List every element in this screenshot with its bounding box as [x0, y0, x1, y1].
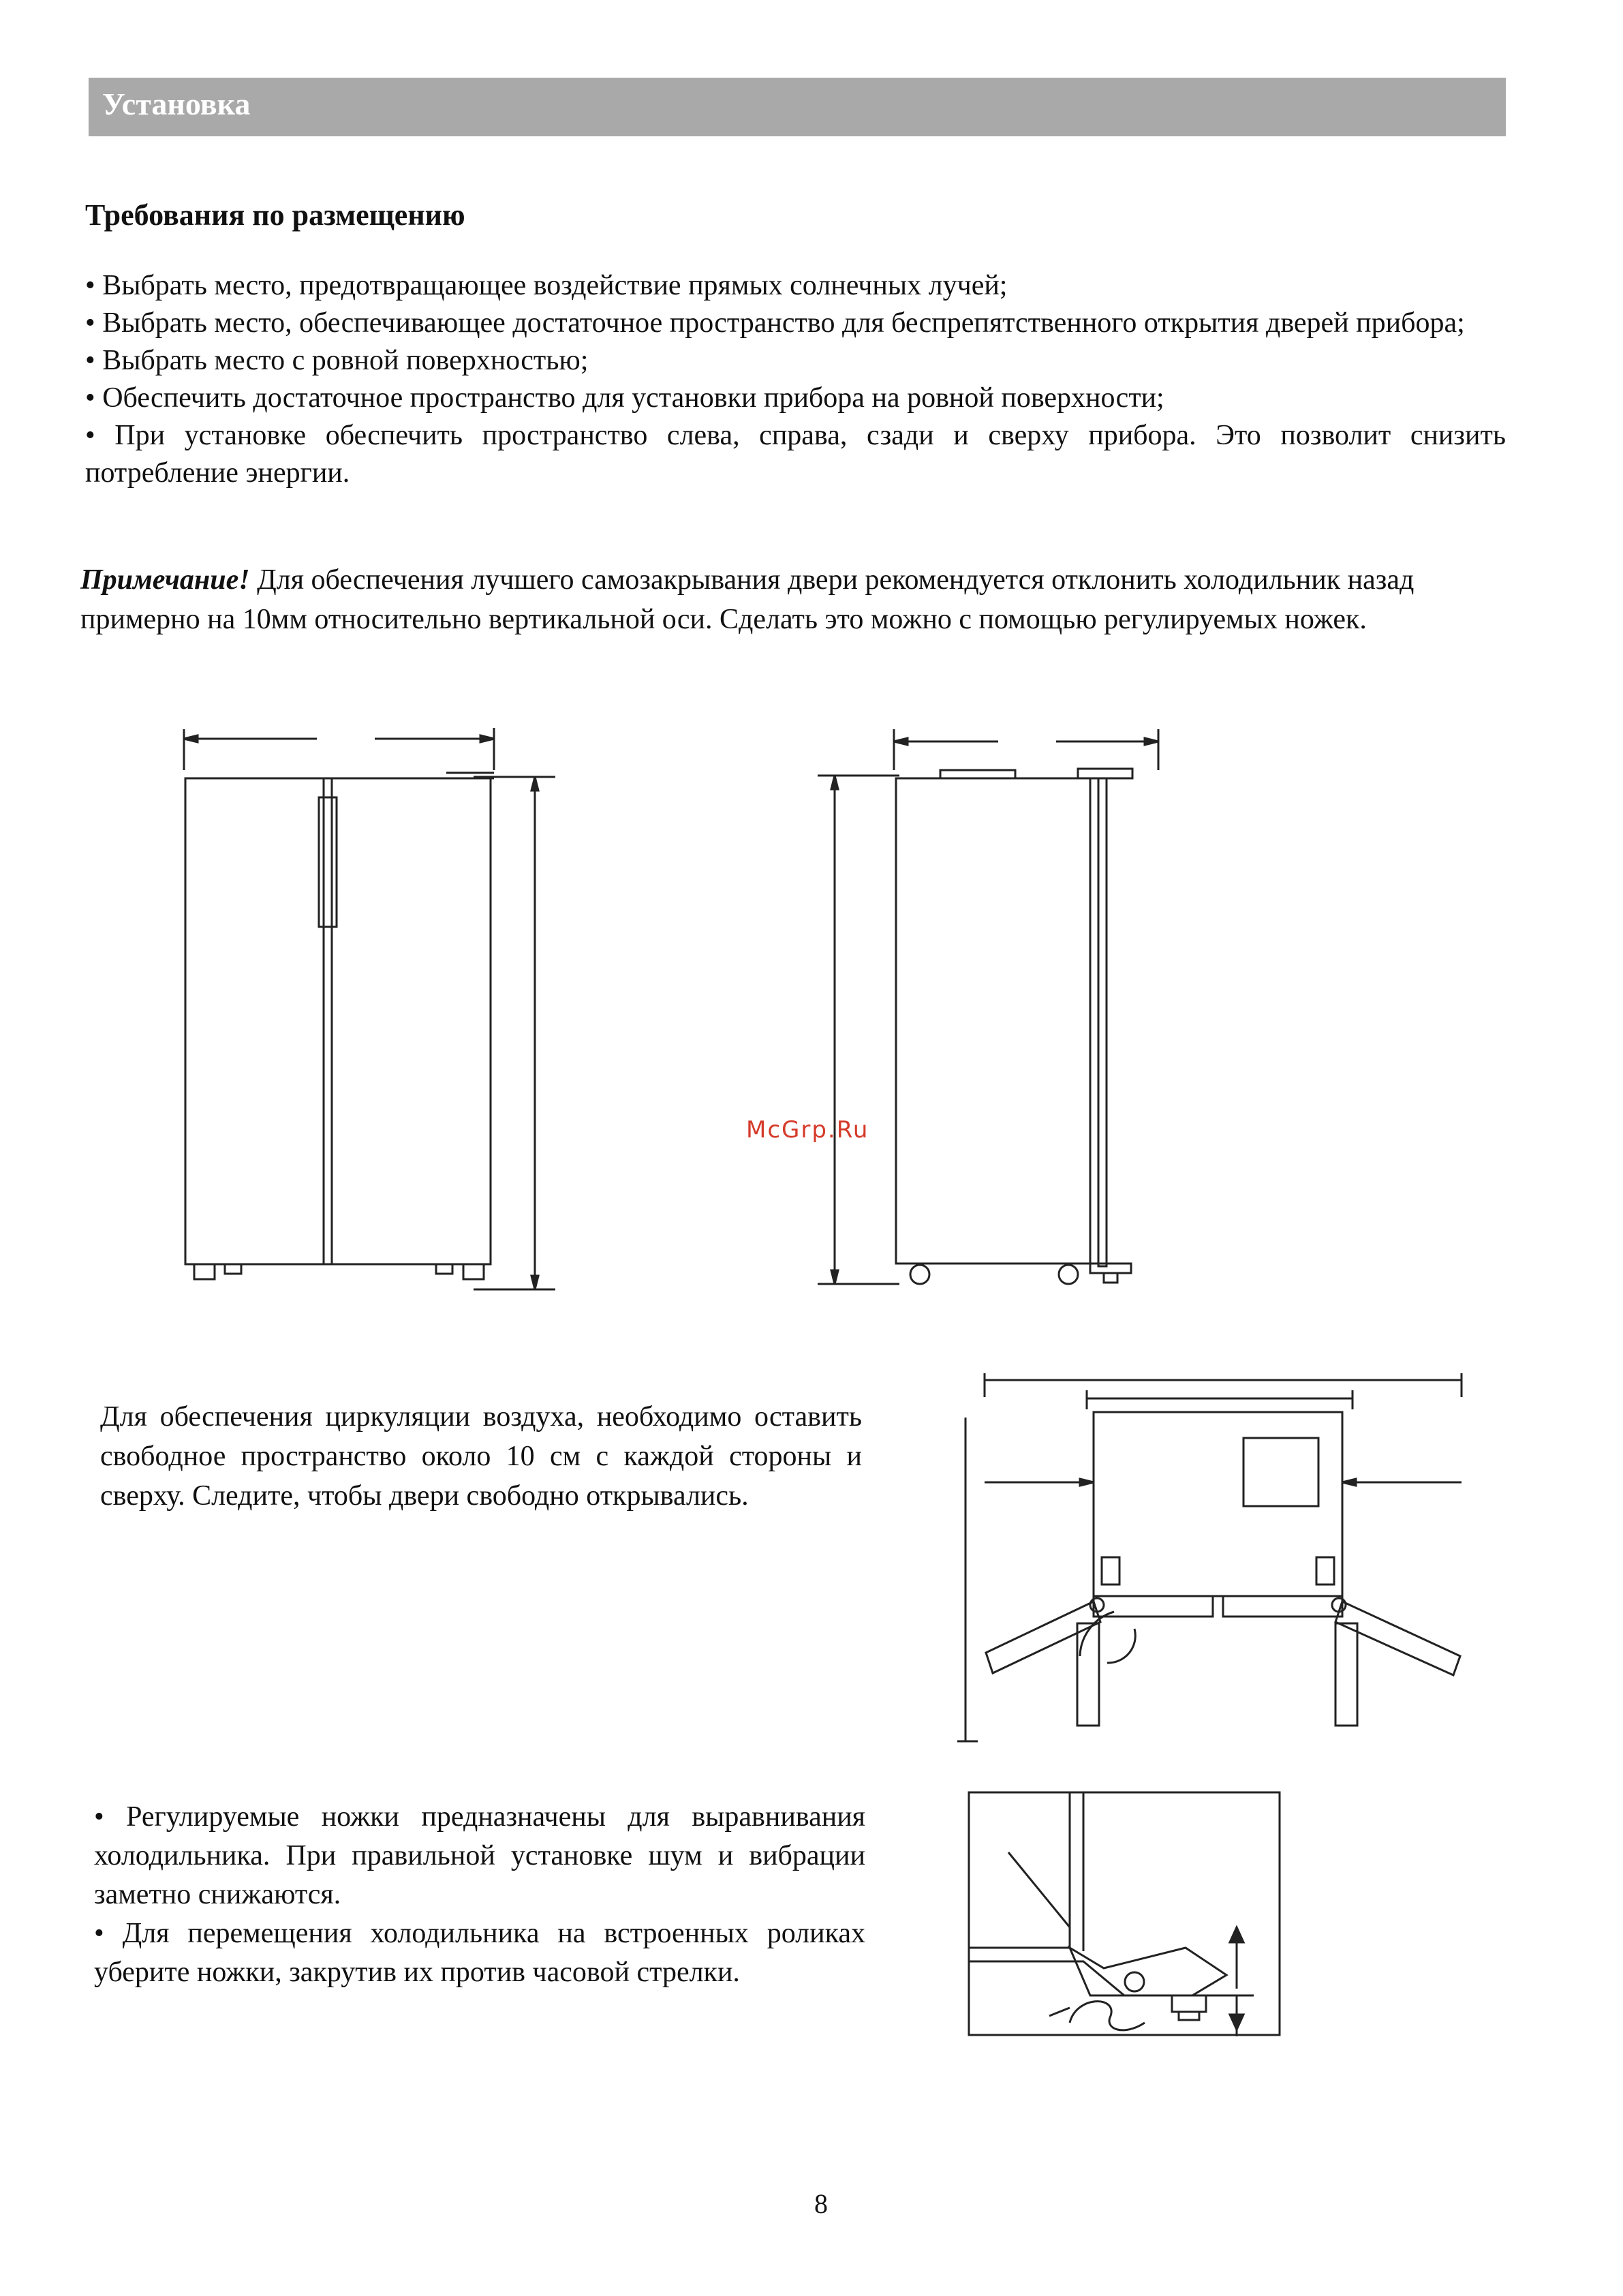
fridge-side-view-diagram [804, 722, 1172, 1295]
section-title: Установка [102, 87, 251, 121]
list-item: • При установке обеспечить пространство слева, справа, сзади и сверху прибора. Это позволит снизить потребление энергии. [85, 420, 1506, 489]
section-header-bar [89, 78, 1506, 136]
list-item: • Выбрать место с ровной поверхностью; [85, 345, 589, 376]
list-item: • Регулируемые ножки предназначены для выравнивания холодильника. При правильной установке шум и вибрации заметно снижаются. [94, 1801, 865, 1910]
watermark: McGrp.Ru [746, 1116, 869, 1144]
list-item: • Обеспечить достаточное пространство для установки прибора на ровной поверхности; [85, 382, 1164, 414]
fridge-top-view-clearance-diagram [957, 1370, 1475, 1751]
adjustable-feet-list [94, 1798, 865, 1992]
note-paragraph [80, 560, 1470, 639]
placement-requirements-list [85, 267, 1506, 492]
list-item: • Выбрать место, предотвращающее воздействие прямых солнечных лучей; [85, 270, 1008, 301]
page-number: 8 [814, 2188, 828, 2219]
airflow-paragraph: Для обеспечения циркуляции воздуха, необходимо оставить свободное пространство около 10 см с каждой стороны и сверху. Следите, чтобы двери свободно открывались. [100, 1401, 862, 1512]
list-item: • Выбрать место, обеспечивающее достаточное пространство для беспрепятственного открытия дверей прибора; [85, 307, 1465, 339]
note-text: Для обеспечения лучшего самозакрывания двери рекомендуется отклонить холодильник назад примерно на 10мм относительно вертикальной оси. Сделать это можно с помощью регулируемых ножек. [80, 564, 1415, 635]
placement-requirements-heading: Требования по размещению [85, 198, 465, 232]
adjustable-foot-illustration [968, 1791, 1281, 2036]
list-item: • Для перемещения холодильника на встроенных роликах уберите ножки, закрутив их против часовой стрелки. [94, 1918, 865, 1988]
note-label: Примечание! [80, 564, 250, 596]
fridge-front-view-diagram [174, 722, 569, 1308]
